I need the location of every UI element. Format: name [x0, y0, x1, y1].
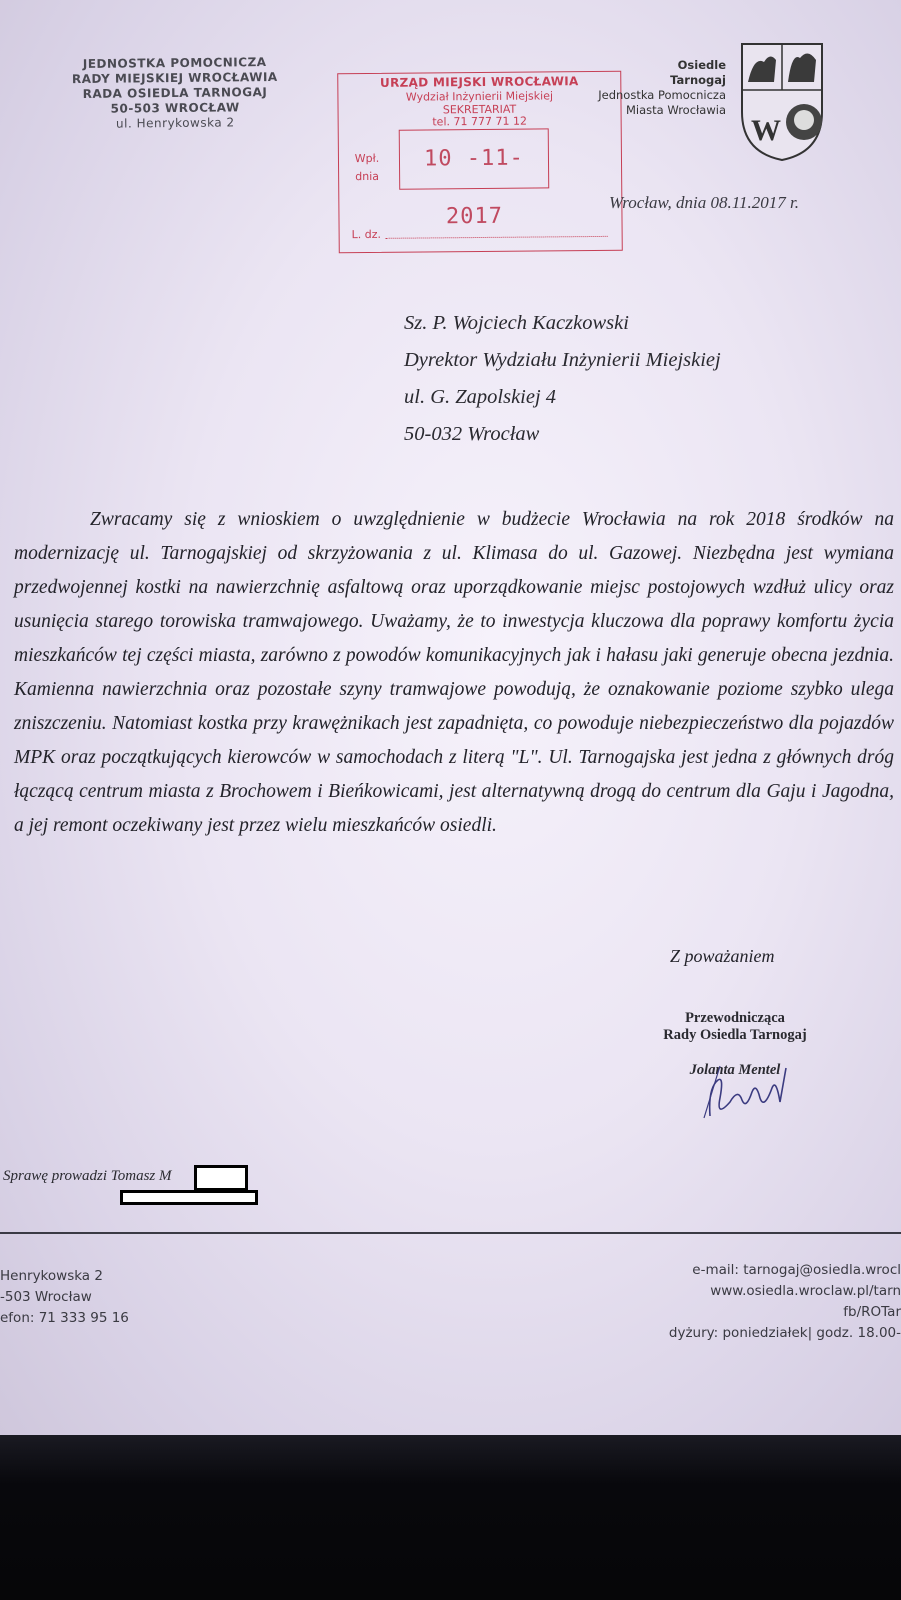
- stamp-line: ul. Henrykowska 2: [115, 115, 235, 131]
- recipient-position: Dyrektor Wydziału Inżynierii Miejskiej: [404, 349, 721, 371]
- photo-dark-background: [0, 1435, 901, 1600]
- stamp-line: JEDNOSTKA POMOCNICZA: [82, 55, 267, 71]
- footer-duty-hours: dyżury: poniedziałek| godz. 18.00-: [668, 1325, 901, 1341]
- footer-postcode: -503 Wrocław: [0, 1289, 92, 1305]
- ldz-label: L. dz.: [351, 227, 382, 242]
- district-subtitle: Miasta Wrocławia: [625, 103, 726, 117]
- stamp-office: URZĄD MIEJSKI WROCŁAWIA: [379, 74, 579, 90]
- stamp-line: 50-503 WROCŁAW: [110, 100, 240, 116]
- received-label: [349, 150, 385, 186]
- stamp-phone: tel. 71 777 71 12: [432, 114, 527, 129]
- footer-street: Henrykowska 2: [0, 1268, 103, 1284]
- signatory-name: Jolanta Mentel: [689, 1062, 781, 1078]
- stamp-unit: SEKRETARIAT: [442, 102, 517, 117]
- place-and-date: Wrocław, dnia 08.11.2017 r.: [609, 193, 799, 212]
- signatory-title: Przewodnicząca: [685, 1010, 785, 1026]
- case-handler-note: Sprawę prowadzi Tomasz M: [3, 1168, 172, 1184]
- recipient-name: Sz. P. Wojciech Kaczkowski: [404, 312, 629, 334]
- redaction-box: [120, 1190, 258, 1205]
- redaction-box: [194, 1165, 248, 1191]
- district-header: [576, 58, 726, 118]
- footer-divider: [0, 1232, 901, 1234]
- district-subtitle: Jednostka Pomocnicza: [598, 88, 726, 102]
- handwritten-signature: [690, 1058, 830, 1128]
- svg-text:W: W: [751, 114, 781, 147]
- footer-address: [0, 1266, 129, 1329]
- footer-email: e-mail: tarnogaj@osiedla.wrocl: [692, 1262, 901, 1278]
- stamp-department: Wydział Inżynierii Miejskiej: [405, 89, 554, 104]
- wroclaw-coat-of-arms-icon: [740, 42, 824, 162]
- received-date: 10 -11- 2017: [399, 128, 550, 189]
- recipient-address: [404, 305, 721, 453]
- received-label-line1: Wpł.: [354, 151, 380, 166]
- footer-phone: efon: 71 333 95 16: [0, 1310, 129, 1326]
- council-address-stamp: [60, 55, 291, 132]
- district-name: Tarnogaj: [670, 73, 726, 87]
- footer-contact: [669, 1260, 901, 1344]
- closing-salutation: Z poważaniem: [670, 946, 775, 966]
- signatory-council: Rady Osiedla Tarnogaj: [663, 1027, 807, 1043]
- recipient-city: 50-032 Wrocław: [404, 423, 540, 445]
- district-name: Osiedle: [677, 58, 726, 72]
- recipient-street: ul. G. Zapolskiej 4: [404, 386, 557, 408]
- stamp-line: RADY MIEJSKIEJ WROCŁAWIA: [71, 69, 278, 87]
- letter-body: Zwracamy się z wnioskiem o uwzględnienie w budżecie Wrocławia na rok 2018 środków na modernizację ul. Tarnogajskiej od skrzyżowania z ul. Klimasa do ul. Gazowej. Niezbędna jest wymiana przedwojennej kostki na nawierzchnię asfaltową oraz uporządkowanie miejsc postojowych wzdłuż ulicy oraz usunięcia starego torowiska tramwajowego. Uważamy, że to inwestycja kluczowa dla poprawy komfortu życia mieszkańców tej części miasta, zarówno z powodów komunikacyjnych jak i hałasu jaki generuje obecna jezdnia. Kamienna nawierzchnia oraz pozostałe szyny tramwajowe powodują, że oznakowanie poziome szybko ulega zniszczeniu. Natomiast kostka przy krawężnikach jest zapadnięta, co powoduje niebezpieczeństwo dla pojazdów MPK oraz początkujących kierowców w samochodach z literą "L". Ul. Tarnogajska jest jedna z głównych dróg łączącą centrum miasta z Brochowem i Bieńkowicami, jest alternatywną drogą do centrum dla Gaju i Jagodna, a jej remont oczekiwany jest przez wielu mieszkańców osiedli.: [14, 509, 894, 836]
- footer-website: www.osiedla.wroclaw.pl/tarn: [710, 1283, 901, 1299]
- footer-facebook: fb/ROTar: [843, 1304, 901, 1320]
- stamp-line: RADA OSIEDLA TARNOGAJ: [82, 85, 268, 101]
- received-label-line2: dnia: [355, 169, 380, 184]
